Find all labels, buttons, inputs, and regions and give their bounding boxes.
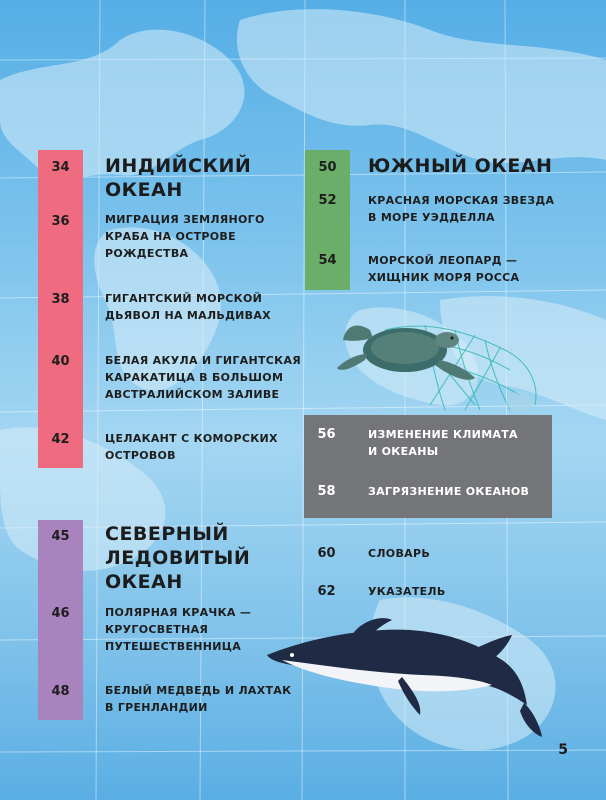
entry-page-number[interactable]: 40 [51,354,70,369]
entry-page-number[interactable]: 54 [318,253,337,268]
toc-entry[interactable]: БЕЛАЯ АКУЛА И ГИГАНТСКАЯ КАРАКАТИЦА В БОЛЬШОМ АВСТРАЛИЙСКОМ ЗАЛИВЕ [105,354,302,401]
toc-entry[interactable]: МОРСКОЙ ЛЕОПАРД — ХИЩНИК МОРЯ РОССА [368,254,520,284]
section-title-indian-ocean[interactable]: ИНДИЙСКИЙ ОКЕАН [105,155,252,201]
section-title-arctic-ocean[interactable]: СЕВЕРНЫЙ ЛЕДОВИТЫЙ ОКЕАН [105,523,251,593]
jellyfish-icon [506,392,534,412]
dolphin-icon [267,618,542,737]
entry-page-number[interactable]: 46 [51,606,70,621]
dolphin-illustration [262,615,547,740]
indian-ocean-color-bar [38,150,83,468]
sea-turtle-icon [337,325,475,379]
toc-entry[interactable]: ГИГАНТСКИЙ МОРСКОЙ ДЬЯВОЛ НА МАЛЬДИВАХ [105,292,271,322]
entry-page-number[interactable]: 56 [317,427,336,442]
entry-page-number[interactable]: 58 [317,484,336,499]
sea-turtle-in-net-illustration [335,310,555,415]
section-start-page[interactable]: 50 [318,160,337,175]
toc-entry[interactable]: МИГРАЦИЯ ЗЕМЛЯНОГО КРАБА НА ОСТРОВЕ РОЖДЕСТВА [105,213,265,260]
toc-entry-index[interactable]: УКАЗАТЕЛЬ [368,585,446,598]
toc-entry[interactable]: ПОЛЯРНАЯ КРАЧКА — КРУГОСВЕТНАЯ ПУТЕШЕСТВЕННИЦА [105,606,252,653]
toc-entry[interactable]: ЦЕЛАКАНТ С КОМОРСКИХ ОСТРОВОВ [105,432,278,462]
entry-page-number[interactable]: 60 [317,546,336,561]
toc-entry[interactable]: ЗАГРЯЗНЕНИЕ ОКЕАНОВ [368,485,530,498]
entry-page-number[interactable]: 36 [51,214,70,229]
entry-page-number[interactable]: 52 [318,193,337,208]
page-number: 5 [558,742,568,758]
entry-page-number[interactable]: 42 [51,432,70,447]
section-start-page[interactable]: 34 [51,160,70,175]
toc-entry[interactable]: БЕЛЫЙ МЕДВЕДЬ И ЛАХТАК В ГРЕНЛАНДИИ [105,684,292,714]
entry-page-number[interactable]: 48 [51,684,70,699]
entry-page-number[interactable]: 62 [317,584,336,599]
section-start-page[interactable]: 45 [51,529,70,544]
toc-entry-glossary[interactable]: СЛОВАРЬ [368,547,431,560]
toc-entry[interactable]: ИЗМЕНЕНИЕ КЛИМАТА И ОКЕАНЫ [368,428,518,458]
entry-page-number[interactable]: 38 [51,292,70,307]
section-title-southern-ocean[interactable]: ЮЖНЫЙ ОКЕАН [368,155,553,177]
toc-entry[interactable]: КРАСНАЯ МОРСКАЯ ЗВЕЗДА В МОРЕ УЭДДЕЛЛА [368,194,555,224]
